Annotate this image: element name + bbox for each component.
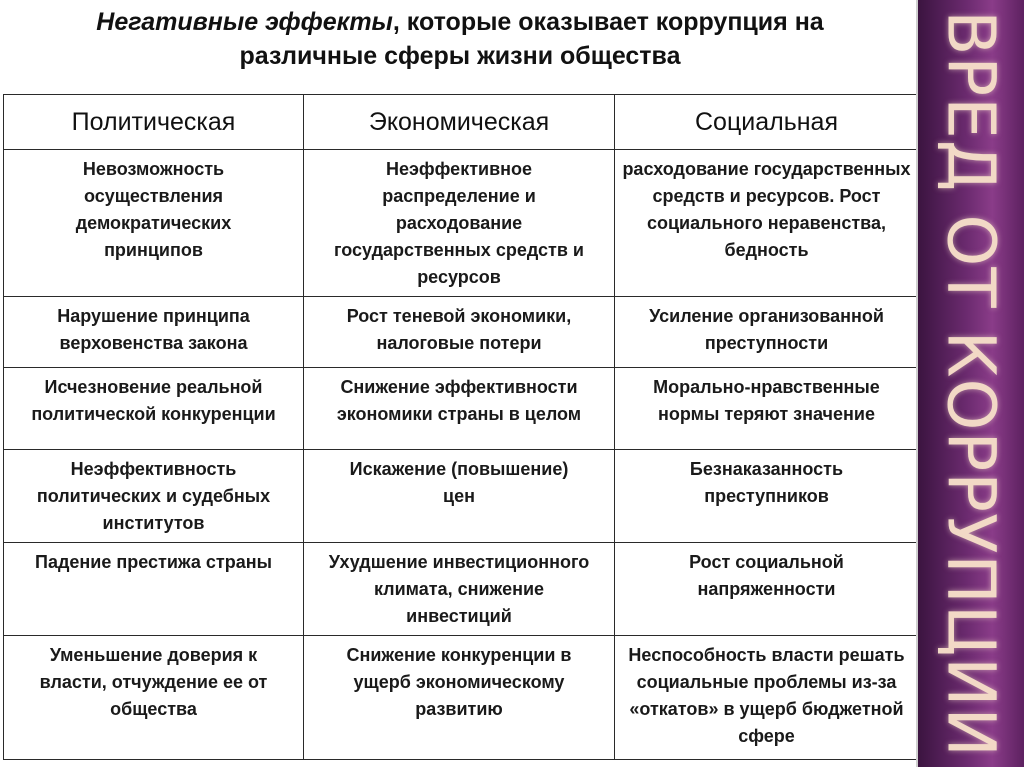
slide-title-line-1 xyxy=(0,8,920,37)
table-row xyxy=(4,297,919,368)
table-cell-economic: Рост теневой экономики, налоговые потери xyxy=(304,297,615,368)
table-cell-social: Безнаказанность преступников xyxy=(615,450,919,543)
table-header-row xyxy=(4,95,919,150)
table-cell-social: Морально-нравственные нормы теряют значение xyxy=(615,368,919,450)
table-cell-political: Нарушение принципа верховенства закона xyxy=(4,297,304,368)
table-cell-political: Падение престижа страны xyxy=(4,543,304,636)
header-economic: Экономическая xyxy=(304,95,615,150)
vertical-title xyxy=(918,0,1024,767)
table-cell-economic: Ухудшение инвестиционного климата, снижение инвестиций xyxy=(304,543,615,636)
table-row xyxy=(4,543,919,636)
table-row xyxy=(4,450,919,543)
table-cell-social: Неспособность власти решать социальные проблемы из-за «откатов» в ущерб бюджетной сфере xyxy=(615,636,919,760)
table-cell-economic: Искажение (повышение) цен xyxy=(304,450,615,543)
side-band xyxy=(918,0,1024,767)
effects-table xyxy=(3,94,919,760)
table-cell-social: Рост социальной напряженности xyxy=(615,543,919,636)
slide-title-line-2: различные сферы жизни общества xyxy=(239,42,681,70)
table-cell-social: Усиление организованной преступности xyxy=(615,297,919,368)
table-cell-economic: Неэффективное распределение и расходование государственных средств и ресурсов xyxy=(304,150,615,297)
header-social: Социальная xyxy=(615,95,919,150)
table-cell-economic: Снижение эффективности экономики страны в целом xyxy=(304,368,615,450)
table-cell-social: расходование государственных средств и ресурсов. Рост социального неравенства, бедность xyxy=(615,150,919,297)
table-row xyxy=(4,150,919,297)
table-cell-political: Неэффективность политических и судебных институтов xyxy=(4,450,304,543)
slide-title-rest: , которые оказывает коррупция на xyxy=(392,8,824,36)
table-row xyxy=(4,636,919,760)
table-row xyxy=(4,368,919,450)
table-cell-political: Невозможность осуществления демократических принципов xyxy=(4,150,304,297)
header-political: Политическая xyxy=(4,95,304,150)
vertical-title-text: ВРЕД ОТ КОРРУПЦИИ xyxy=(932,9,1010,758)
table-cell-political: Уменьшение доверия к власти, отчуждение ее от общества xyxy=(4,636,304,760)
slide-title-emphasis: Негативные эффекты xyxy=(96,8,393,36)
table-cell-economic: Снижение конкуренции в ущерб экономическому развитию xyxy=(304,636,615,760)
table-cell-political: Исчезновение реальной политической конкуренции xyxy=(4,368,304,450)
